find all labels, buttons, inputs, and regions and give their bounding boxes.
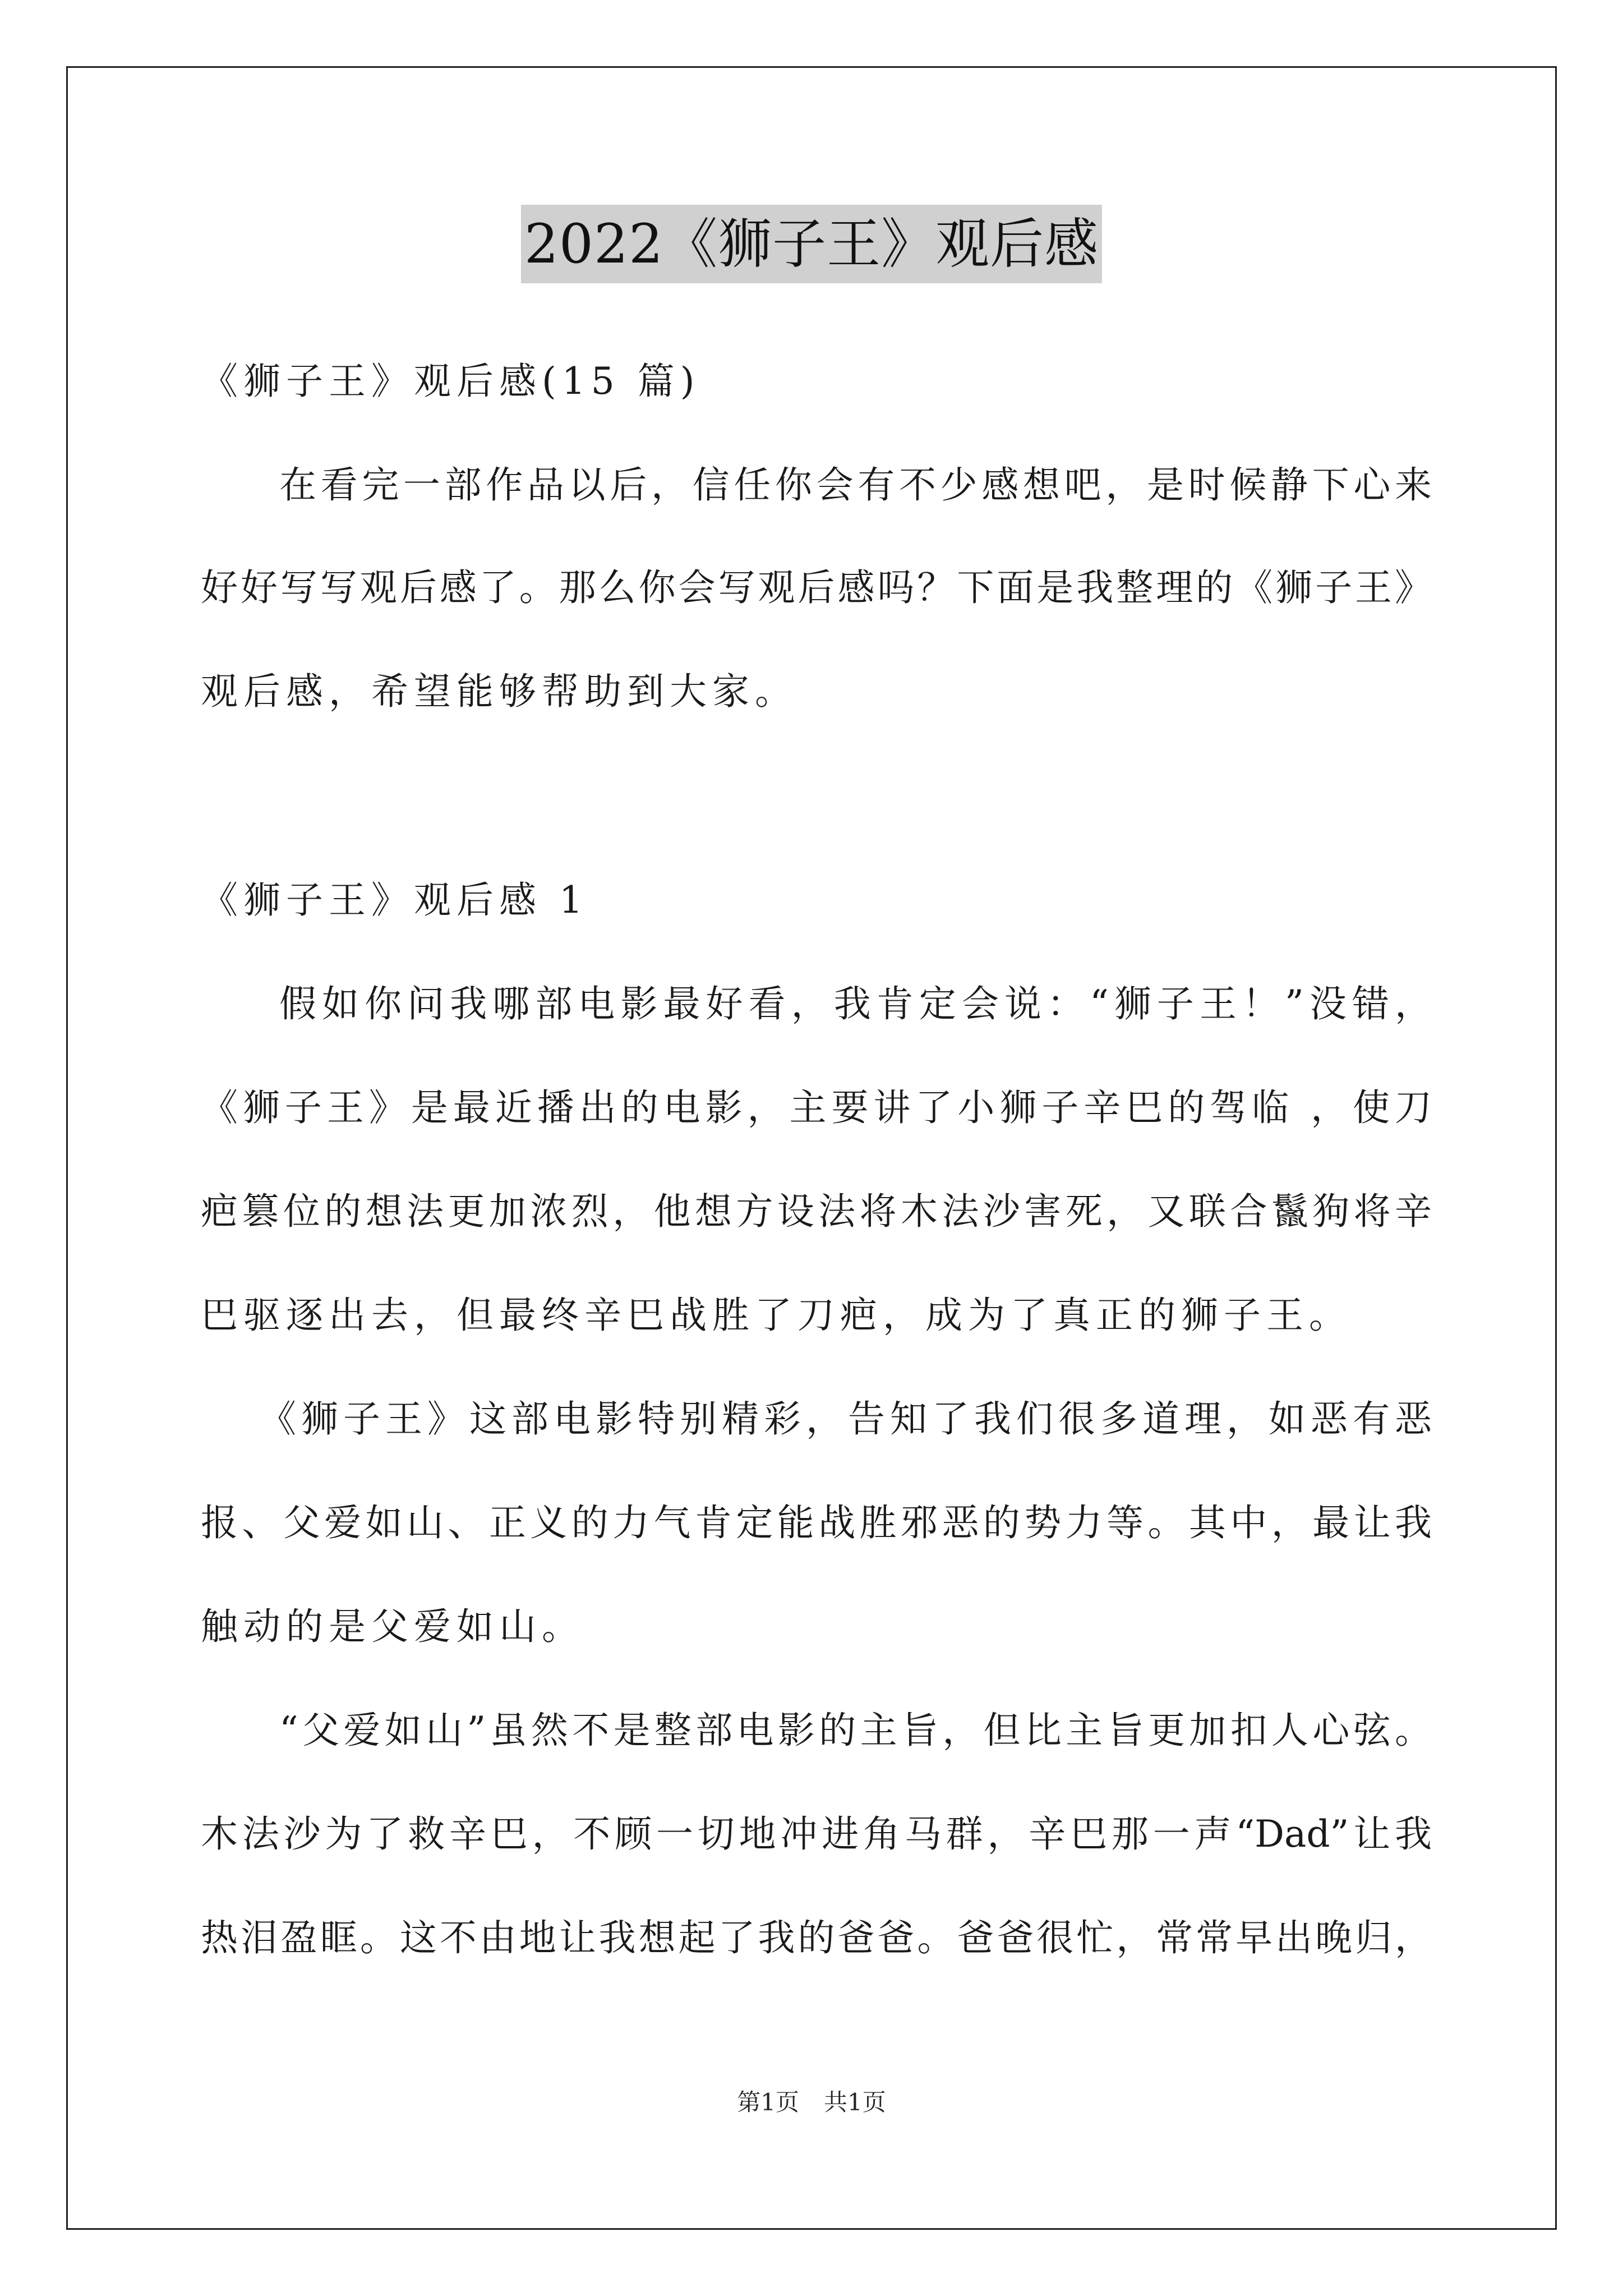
intro-line: 在看完一部作品以后，信任你会有不少感想吧，是时候静下心来 <box>279 463 1432 507</box>
section-heading: 《狮子王》观后感 1 <box>201 878 588 922</box>
page-footer <box>0 2086 1623 2119</box>
body-line: 假如你问我哪部电影最好看，我肯定会说：“狮子王！”没错， <box>279 982 1432 1025</box>
body-line: 触动的是父爱如山。 <box>201 1605 584 1648</box>
body-line: 《狮子王》这部电影特别精彩，告知了我们很多道理，如恶有恶 <box>259 1397 1432 1441</box>
body-line: 报、父爱如山、正义的力气肯定能战胜邪恶的势力等。其中，最让我 <box>201 1501 1432 1544</box>
page-number: 第1页 <box>737 2088 799 2116</box>
intro-line: 好好写写观后感了。那么你会写观后感吗？下面是我整理的《狮子王》 <box>201 566 1432 609</box>
body-line: 热泪盈眶。这不由地让我想起了我的爸爸。爸爸很忙，常常早出晚归， <box>201 1916 1432 1959</box>
page-total: 共1页 <box>824 2088 886 2116</box>
intro-line: 观后感，希望能够帮助到大家。 <box>201 670 797 713</box>
title-container <box>0 205 1623 283</box>
body-line: 疤篡位的想法更加浓烈，他想方设法将木法沙害死，又联合鬣狗将辛 <box>201 1190 1432 1233</box>
document-subtitle: 《狮子王》观后感(15 篇) <box>201 360 700 403</box>
body-line: 巴驱逐出去，但最终辛巴战胜了刀疤，成为了真正的狮子王。 <box>201 1294 1352 1337</box>
body-line: 《狮子王》是最近播出的电影，主要讲了小狮子辛巴的驾临 ，使刀 <box>201 1086 1432 1129</box>
document-title: 2022《狮子王》观后感 <box>521 205 1102 283</box>
body-line: “父爱如山”虽然不是整部电影的主旨，但比主旨更加扣人心弦。 <box>279 1709 1432 1752</box>
body-line: 木法沙为了救辛巴，不顾一切地冲进角马群，辛巴那一声“Dad”让我 <box>201 1812 1432 1856</box>
